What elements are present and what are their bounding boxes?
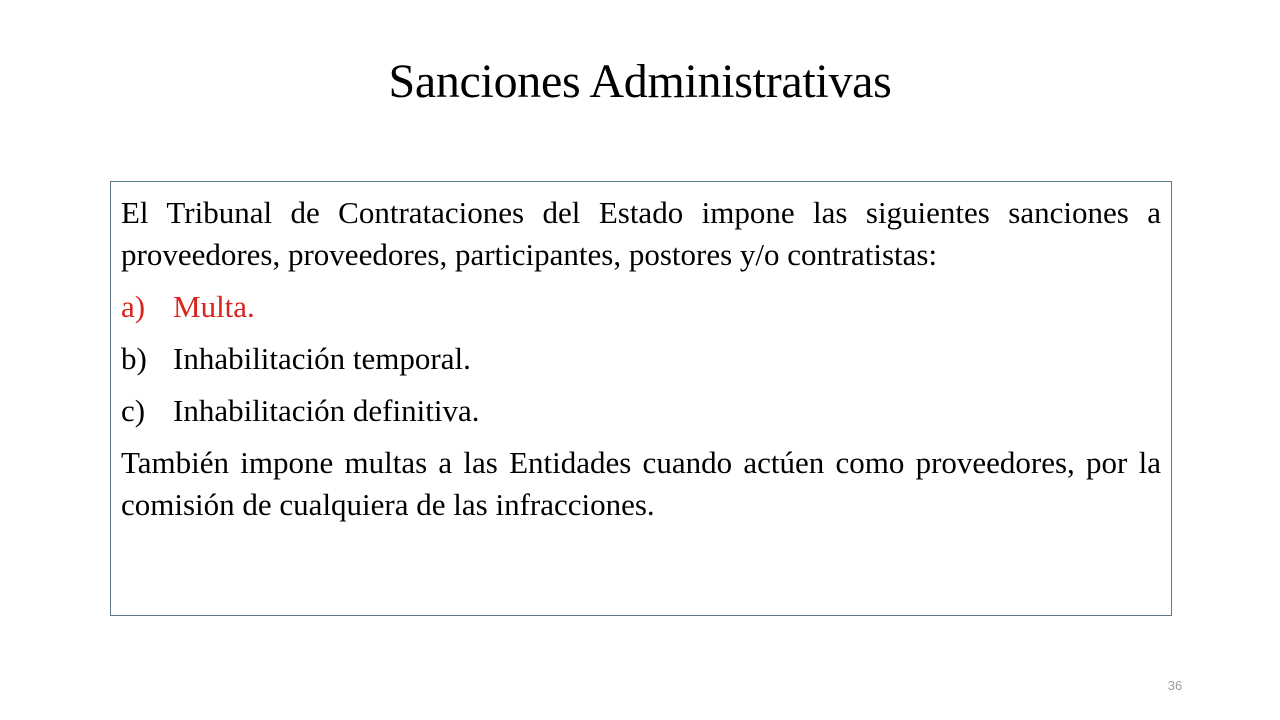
closing-paragraph: También impone multas a las Entidades cuando actúen como proveedores, por la comisión de cualquiera de las infracciones. — [121, 445, 1161, 522]
slide-title: Sanciones Administrativas — [388, 55, 892, 108]
list-marker: a) — [121, 289, 146, 324]
content-box — [110, 181, 1172, 616]
sanction-item-multa — [121, 286, 1161, 328]
sanction-label: Multa. — [173, 289, 255, 324]
sanction-label: Inhabilitación temporal. — [173, 341, 471, 376]
list-marker: c) — [121, 393, 146, 428]
sanction-item-inhabilitacion-temporal — [121, 338, 1161, 380]
page-number: 36 — [1167, 678, 1183, 693]
list-marker: b) — [121, 341, 147, 376]
sanction-label: Inhabilitación definitiva. — [173, 393, 480, 428]
intro-paragraph: El Tribunal de Contrataciones del Estado impone las siguientes sanciones a proveedores, proveedores, participantes, postores y/o contratistas: — [121, 195, 1161, 272]
sanction-item-inhabilitacion-definitiva — [121, 390, 1161, 432]
